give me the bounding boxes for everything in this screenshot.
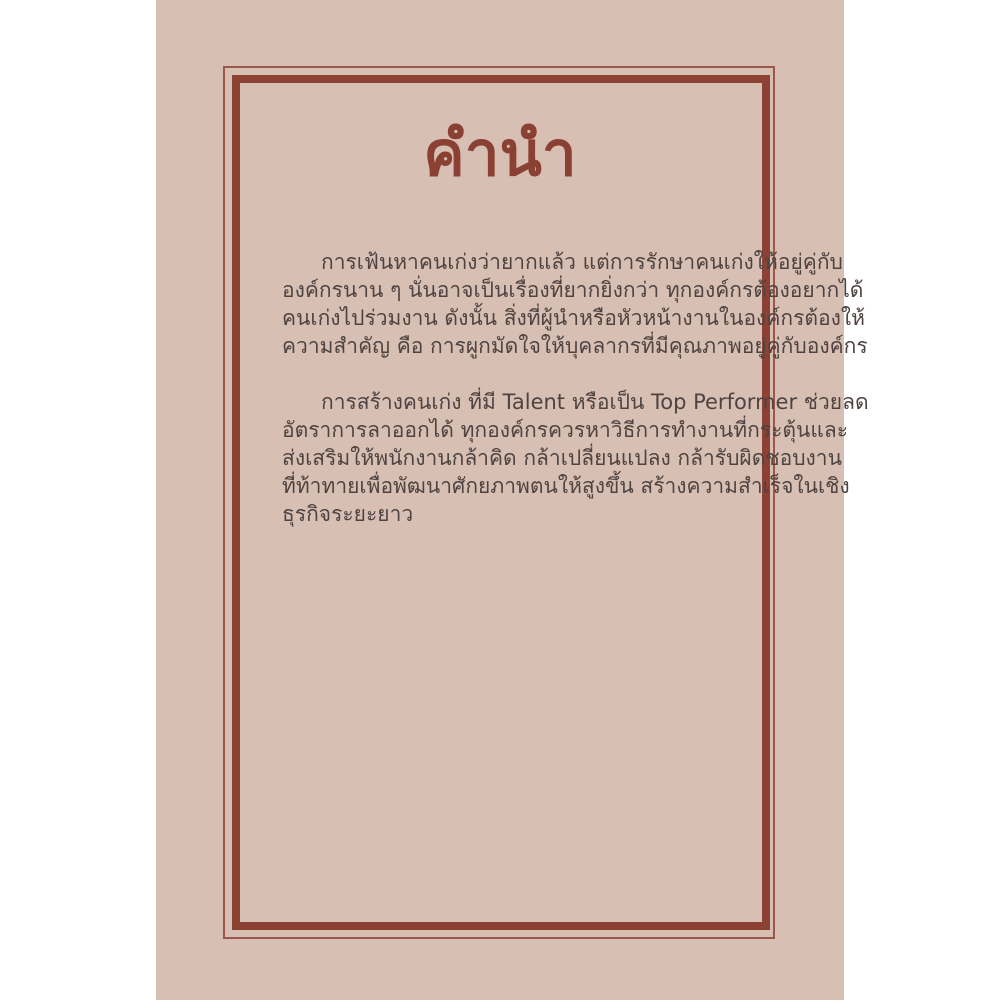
text-line: คนเก่งไปร่วมงาน ดังนั้น สิ่งที่ผู้นำหรือหัวหน้างานในองค์กรต้องให้ <box>282 306 865 330</box>
text-line: ธุรกิจระยะยาว <box>282 502 414 526</box>
preface-text-block <box>282 248 869 528</box>
text-line: องค์กรนาน ๆ นั่นอาจเป็นเรื่องที่ยากยิ่งกว่า ทุกองค์กรต้องอยากได้ <box>282 278 864 302</box>
paragraph-1 <box>282 248 868 360</box>
text-line: อัตราการลาออกได้ ทุกองค์กรควรหาวิธีการทำงานที่กระตุ้นและ <box>282 418 849 442</box>
text-line: ความสำคัญ คือ การผูกมัดใจให้บุคลากรที่มีคุณภาพอยู่คู่กับองค์กร <box>282 334 868 358</box>
paragraph-2 <box>282 388 869 528</box>
text-line: ส่งเสริมให้พนักงานกล้าคิด กล้าเปลี่ยนแปลง กล้ารับผิดชอบงาน <box>282 446 842 470</box>
text-line: การเฟ้นหาคนเก่งว่ายากแล้ว แต่การรักษาคนเก่งให้อยู่คู่กับ <box>321 250 843 274</box>
page-title: คำนำ <box>423 117 577 190</box>
text-line: การสร้างคนเก่ง ที่มี Talent หรือเป็น Top Performer ช่วยลด <box>321 390 869 414</box>
book-page <box>156 0 869 1000</box>
text-line: ที่ท้าทายเพื่อพัฒนาศักยภาพตนให้สูงขึ้น สร้างความสำเร็จในเชิง <box>282 474 850 498</box>
